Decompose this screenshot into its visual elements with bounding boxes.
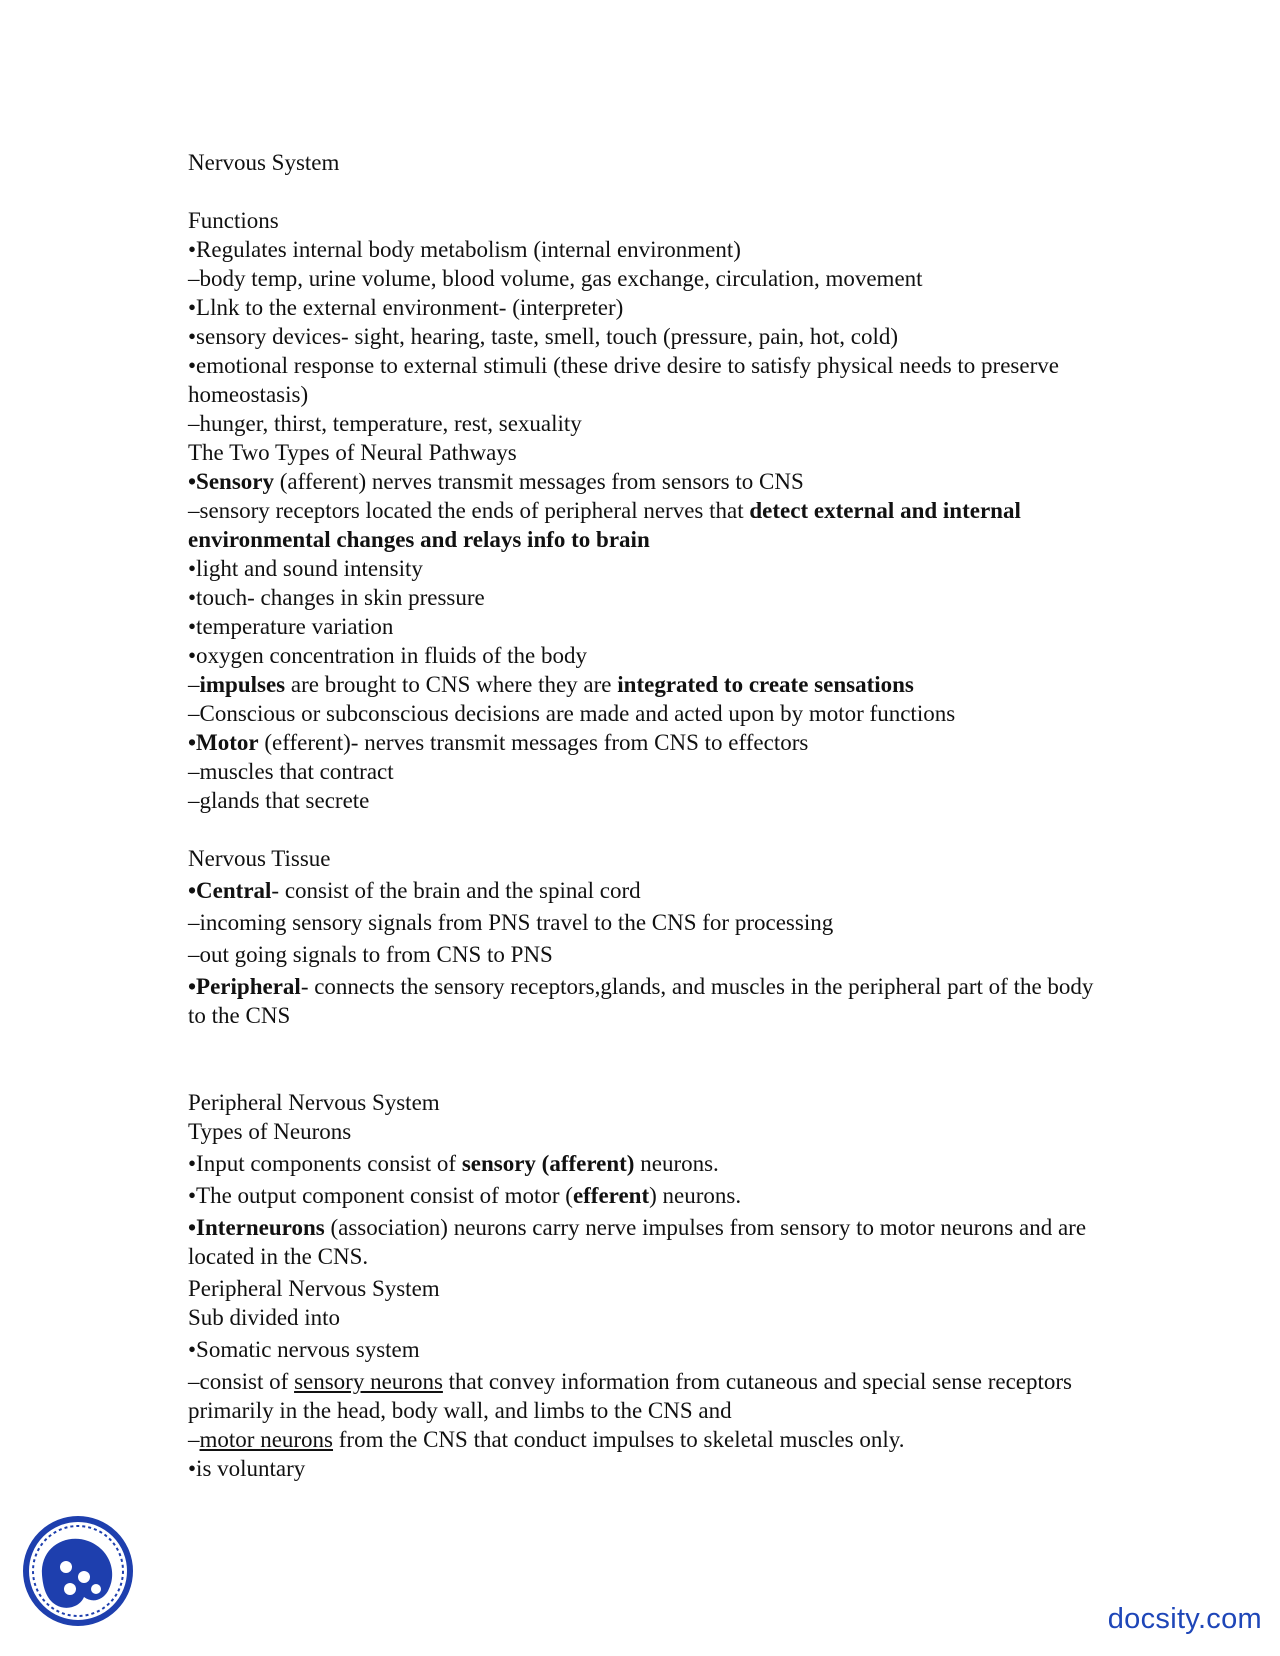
interneurons-line: •Interneurons (association) neurons carry nerve impulses from sensory to motor neurons and are located in the CNS. <box>188 1215 1087 1269</box>
stimulus-item: •touch- changes in skin pressure <box>188 585 485 610</box>
subdivided-line: Sub divided into <box>188 1305 341 1330</box>
central-item: –out going signals to from CNS to PNS <box>188 942 553 967</box>
docsity-logo-icon[interactable] <box>22 1515 134 1627</box>
brand-link[interactable]: docsity.com <box>1107 1603 1262 1635</box>
pns-heading: Peripheral Nervous System <box>188 1090 440 1115</box>
sensory-line: •Sensory (afferent) nerves transmit messages from sensors to CNS <box>188 469 804 494</box>
receptors-line: –sensory receptors located the ends of peripheral nerves that detect external and internal environmental changes and relays info to brain <box>188 498 1021 552</box>
logo-dot <box>64 1583 76 1595</box>
functions-line: •emotional response to external stimuli (these drive desire to satisfy physical needs to preserve homeostasis) <box>188 353 1059 407</box>
sensory-term: •Sensory <box>188 469 275 494</box>
conscious-line: –Conscious or subconscious decisions are made and acted upon by motor functions <box>188 701 956 726</box>
stimulus-item: •oxygen concentration in fluids of the body <box>188 643 587 668</box>
effector-item: –muscles that contract <box>188 759 394 784</box>
somatic-motor-line: –motor neurons from the CNS that conduct impulses to skeletal muscles only. <box>188 1427 905 1452</box>
central-item: –incoming sensory signals from PNS travel to the CNS for processing <box>188 910 834 935</box>
peripheral-term: •Peripheral <box>188 974 301 999</box>
peripheral-line: •Peripheral- connects the sensory receptors,glands, and muscles in the peripheral part of the body to the CNS <box>188 974 1094 1028</box>
functions-line: •Regulates internal body metabolism (internal environment) <box>188 237 741 262</box>
document-body <box>188 148 1108 1483</box>
stimulus-item: •light and sound intensity <box>188 556 423 581</box>
central-line: •Central- consist of the brain and the spinal cord <box>188 878 641 903</box>
document-title: Nervous System <box>188 150 340 175</box>
pns-heading-2: Peripheral Nervous System <box>188 1276 440 1301</box>
effector-item: –glands that secrete <box>188 788 370 813</box>
functions-line: •Llnk to the external environment- (interpreter) <box>188 295 624 320</box>
functions-line: •sensory devices- sight, hearing, taste, smell, touch (pressure, pain, hot, cold) <box>188 324 899 349</box>
logo-dot <box>91 1584 101 1594</box>
logo-dot <box>78 1571 90 1583</box>
motor-term: •Motor <box>188 730 259 755</box>
stimulus-item: •temperature variation <box>188 614 394 639</box>
motor-line: •Motor (efferent)- nerves transmit messages from CNS to effectors <box>188 730 809 755</box>
interneurons-term: •Interneurons <box>188 1215 325 1240</box>
neuron-types-heading: Types of Neurons <box>188 1119 352 1144</box>
logo-dot <box>60 1561 72 1573</box>
input-line: •Input components consist of sensory (afferent) neurons. <box>188 1151 719 1176</box>
somatic-line: •Somatic nervous system <box>188 1337 420 1362</box>
voluntary-line: •is voluntary <box>188 1456 306 1481</box>
functions-heading: Functions <box>188 208 279 233</box>
pathways-heading: The Two Types of Neural Pathways <box>188 440 517 465</box>
central-term: •Central <box>188 878 272 903</box>
somatic-sensory-line: –consist of sensory neurons that convey information from cutaneous and special sense receptors primarily in the head, body wall, and limbs to the CNS and <box>188 1369 1072 1423</box>
output-line: •The output component consist of motor (efferent) neurons. <box>188 1183 742 1208</box>
functions-line: –hunger, thirst, temperature, rest, sexuality <box>188 411 582 436</box>
tissue-heading: Nervous Tissue <box>188 846 331 871</box>
functions-line: –body temp, urine volume, blood volume, gas exchange, circulation, movement <box>188 266 923 291</box>
impulses-line: –impulses are brought to CNS where they are integrated to create sensations <box>188 672 914 697</box>
